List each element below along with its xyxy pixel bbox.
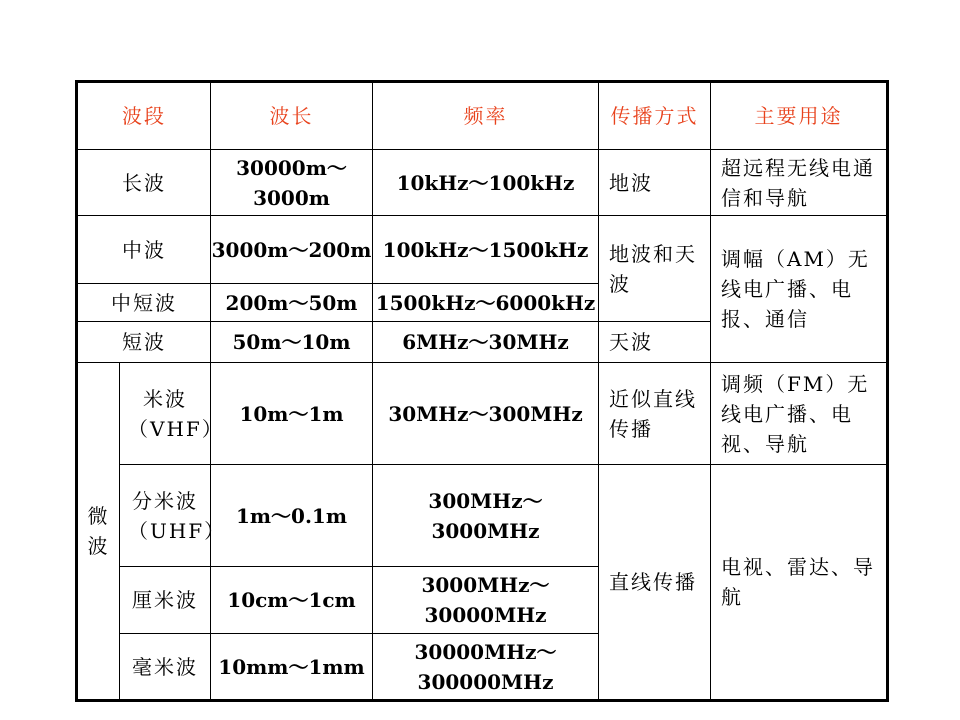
microwave-group-label: 微波 (77, 363, 120, 701)
band-medium-short-wave: 中短波 (77, 284, 211, 322)
header-frequency: 频率 (373, 82, 599, 150)
band-medium-wave: 中波 (77, 216, 211, 284)
table-row-uhf (77, 465, 888, 567)
wavelength-centimeter-wave: 10cm～1cm (211, 567, 373, 634)
wavelength-short-wave: 50m～10m (211, 322, 373, 363)
propagation-long-wave: 地波 (599, 150, 711, 216)
header-wavelength: 波长 (211, 82, 373, 150)
usage-microwave-group: 电视、雷达、导航 (711, 465, 888, 701)
table-row-long-wave (77, 150, 888, 216)
usage-long-wave: 超远程无线电通信和导航 (711, 150, 888, 216)
wavelength-uhf: 1m～0.1m (211, 465, 373, 567)
frequency-short-wave: 6MHz～30MHz (373, 322, 599, 363)
frequency-uhf: 300MHz～3000MHz (373, 465, 599, 567)
header-band: 波段 (77, 82, 211, 150)
propagation-microwave-group: 直线传播 (599, 465, 711, 701)
frequency-vhf: 30MHz～300MHz (373, 363, 599, 465)
header-propagation: 传播方式 (599, 82, 711, 150)
table-row-vhf (77, 363, 888, 465)
wavelength-long-wave: 30000m～3000m (211, 150, 373, 216)
band-centimeter-wave: 厘米波 (120, 567, 211, 634)
radio-wave-band-table (75, 80, 889, 702)
usage-vhf: 调频（FM）无线电广播、电视、导航 (711, 363, 888, 465)
propagation-short-wave: 天波 (599, 322, 711, 363)
frequency-millimeter-wave: 30000MHz～300000MHz (373, 634, 599, 701)
table-row-medium-wave (77, 216, 888, 284)
wavelength-medium-short-wave: 200m～50m (211, 284, 373, 322)
band-vhf: 米波（VHF） (120, 363, 211, 465)
header-usage: 主要用途 (711, 82, 888, 150)
frequency-centimeter-wave: 3000MHz～30000MHz (373, 567, 599, 634)
propagation-medium-group: 地波和天波 (599, 216, 711, 322)
band-short-wave: 短波 (77, 322, 211, 363)
propagation-vhf: 近似直线传播 (599, 363, 711, 465)
band-millimeter-wave: 毫米波 (120, 634, 211, 701)
frequency-medium-short-wave: 1500kHz～6000kHz (373, 284, 599, 322)
frequency-medium-wave: 100kHz～1500kHz (373, 216, 599, 284)
wavelength-millimeter-wave: 10mm～1mm (211, 634, 373, 701)
band-long-wave: 长波 (77, 150, 211, 216)
wavelength-vhf: 10m～1m (211, 363, 373, 465)
band-uhf: 分米波（UHF） (120, 465, 211, 567)
usage-medium-group: 调幅（AM）无线电广播、电报、通信 (711, 216, 888, 363)
header-row (77, 82, 888, 150)
frequency-long-wave: 10kHz～100kHz (373, 150, 599, 216)
wavelength-medium-wave: 3000m～200m (211, 216, 373, 284)
